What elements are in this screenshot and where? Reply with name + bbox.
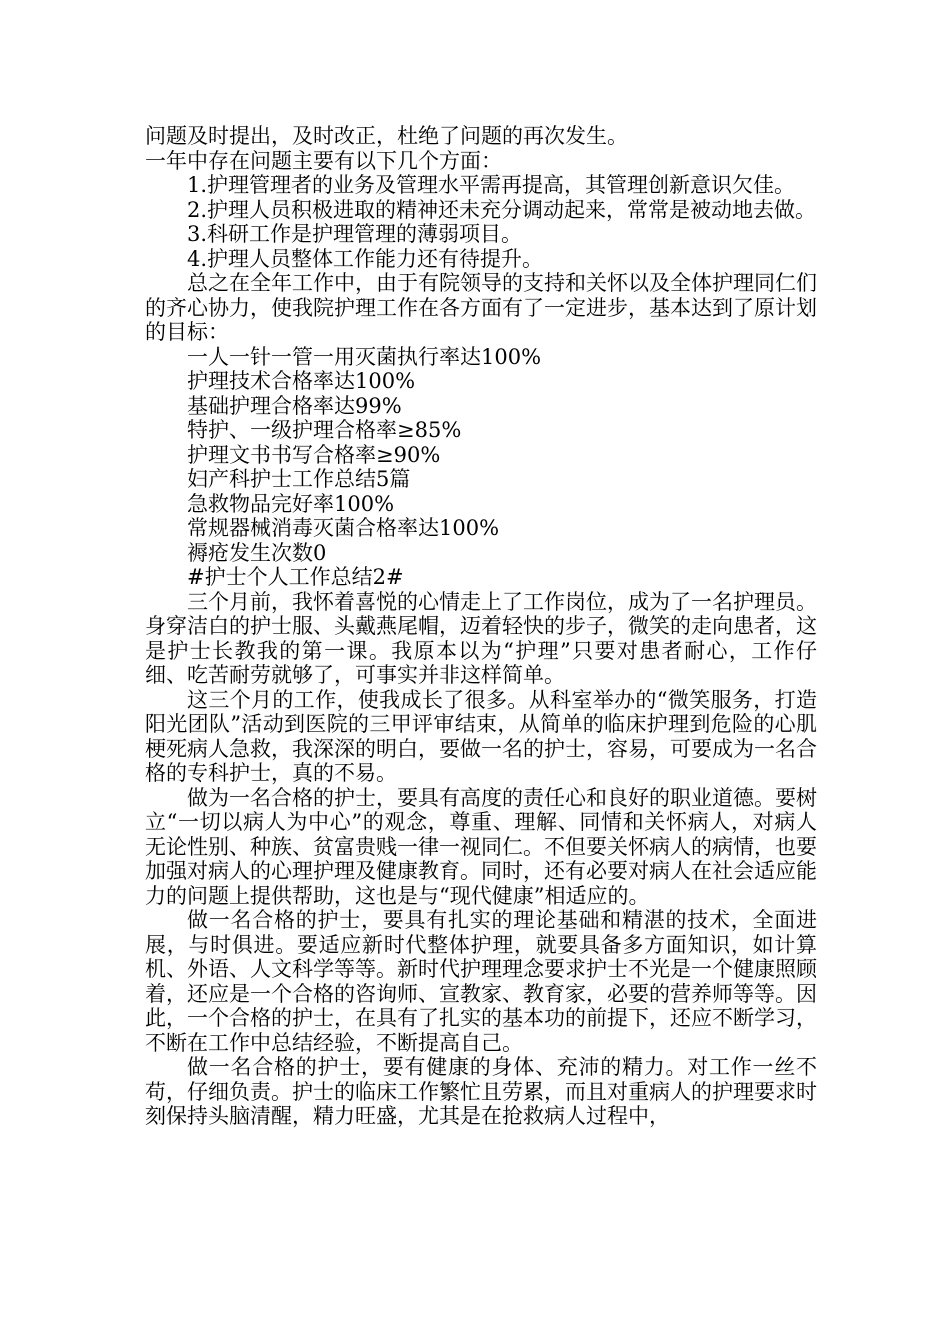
document-body [145,124,817,1129]
paragraph-4: 做一名合格的护士，要具有扎实的理论基础和精湛的技术，全面进展，与时俱进。要适应新时代整体护理，就要具备多方面知识，如计算机、外语、人文科学等等。新时代护理理念要求护士不光是一个健康照顾着，还应是一个合格的咨询师、宣教家、教育家，必要的营养师等等。因此，一个合格的护士，在具有了扎实的基本功的前提下，还应不断学习，不断在工作中总结经验，不断提高自己。 [145,908,817,1055]
paragraph-1: 三个月前，我怀着喜悦的心情走上了工作岗位，成为了一名护理员。身穿洁白的护士服、头戴燕尾帽，迈着轻快的步子，微笑的走向患者，这是护士长教我的第一课。我原本以为“护理”只要对患者耐心，工作仔细、吃苦耐劳就够了，可事实并非这样简单。 [145,589,817,687]
target-item-5: 护理文书书写合格率≥90% [187,442,441,467]
problem-item-3: 3.科研工作是护理管理的薄弱项目。 [187,222,523,246]
target-item-7: 急救物品完好率100% [187,491,395,516]
target-item-3: 基础护理合格率达99% [187,393,402,418]
paragraph-3: 做为一名合格的护士，要具有高度的责任心和良好的职业道德。要树立“一切以病人为中心”的观念，尊重、理解、同情和关怀病人，对病人无论性别、种族、贫富贵贱一律一视同仁。不但要关怀病人的病情，也要加强对病人的心理护理及健康教育。同时，还有必要对病人在社会适应能力的问题上提供帮助，这也是与“现代健康”相适应的。 [145,785,817,908]
paragraph-2: 这三个月的工作，使我成长了很多。从科室举办的“微笑服务，打造阳光团队”活动到医院的三甲评审结束，从简单的临床护理到危险的心肌梗死病人急救，我深深的明白，要做一名的护士，容易，可要成为一名合格的专科护士，真的不易。 [145,687,817,785]
paragraph-5: 做一名合格的护士，要有健康的身体、充沛的精力。对工作一丝不苟，仔细负责。护士的临床工作繁忙且劳累，而且对重病人的护理要求时刻保持头脑清醒，精力旺盛，尤其是在抢救病人过程中， [145,1055,817,1128]
target-item-9: 褥疮发生次数0 [187,540,327,565]
problem-item-1: 1.护理管理者的业务及管理水平需再提高，其管理创新意识欠佳。 [187,173,796,197]
problem-item-4: 4.护理人员整体工作能力还有待提升。 [187,246,544,271]
target-item-8: 常规器械消毒灭菌合格率达100% [187,516,500,540]
paragraph-problems-intro: 一年中存在问题主要有以下几个方面： [145,148,502,173]
section-heading: #护士个人工作总结2# [187,565,404,589]
problem-item-2: 2.护理人员积极进取的精神还未充分调动起来，常常是被动地去做。 [187,197,817,222]
paragraph-continuation: 问题及时提出，及时改正，杜绝了问题的再次发生。 [145,124,628,148]
target-item-6: 妇产科护士工作总结5篇 [187,467,411,491]
target-item-1: 一人一针一管一用灭菌执行率达100% [187,344,542,369]
paragraph-summary: 总之在全年工作中，由于有院领导的支持和关怀以及全体护理同仁们的齐心协力，使我院护理工作在各方面有了一定进步，基本达到了原计划的目标： [145,271,817,344]
target-item-2: 护理技术合格率达100% [187,369,416,393]
target-item-4: 特护、一级护理合格率≥85% [187,418,462,442]
